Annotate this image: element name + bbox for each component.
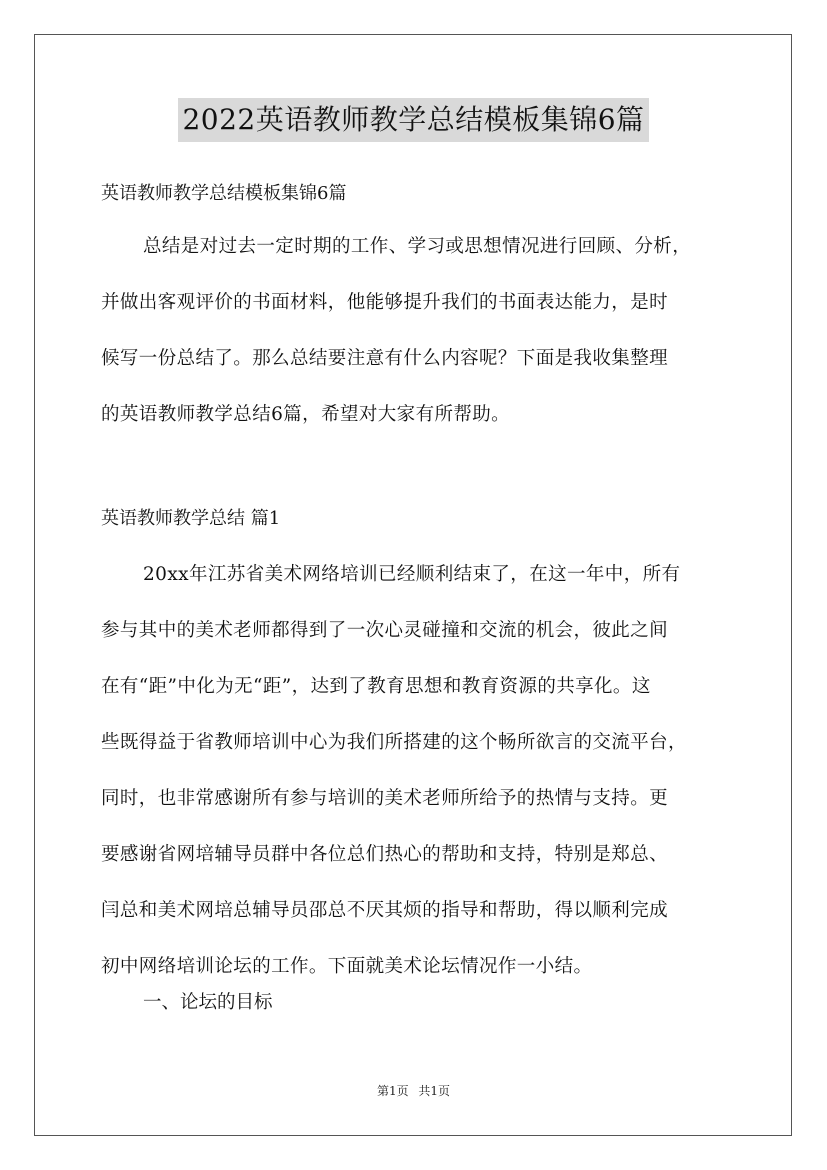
page-number-label: 第1页 (376, 1084, 409, 1098)
page-total-label: 共1页 (418, 1084, 451, 1098)
section-1-subheading: 一、论坛的目标 (143, 992, 273, 1013)
intro-line-4: 的英语教师教学总结6篇，希望对大家有所帮助。 (101, 404, 511, 425)
section-1-line-6: 要感谢省网培辅导员群中各位总们热心的帮助和支持，特别是郑总、 (101, 844, 669, 865)
section-heading-1: 英语教师教学总结 篇1 (101, 508, 281, 529)
section-1-paragraph (101, 547, 741, 995)
page-footer (0, 1082, 827, 1100)
section-1-line-4: 些既得益于省教师培训中心为我们所搭建的这个畅所欲言的交流平台， (101, 732, 687, 753)
section-1-line-7: 闫总和美术网培总辅导员邵总不厌其烦的指导和帮助，得以顺利完成 (101, 900, 669, 921)
section-1-line-1: 20xx年江苏省美术网络培训已经顺利结束了，在这一年中，所有 (143, 564, 681, 585)
section-1-line-3: 在有“距”中化为无“距”，达到了教育思想和教育资源的共享化。这 (101, 676, 651, 697)
section-1-line-8: 初中网络培训论坛的工作。下面就美术论坛情况作一小结。 (101, 956, 593, 977)
intro-line-1: 总结是对过去一定时期的工作、学习或思想情况进行回顾、分析， (143, 236, 692, 257)
intro-line-2: 并做出客观评价的书面材料，他能够提升我们的书面表达能力，是时 (101, 292, 669, 313)
document-title: 2022英语教师教学总结模板集锦6篇 (178, 98, 648, 142)
intro-line-3: 候写一份总结了。那么总结要注意有什么内容呢？下面是我收集整理 (101, 348, 669, 369)
section-1-line-2: 参与其中的美术老师都得到了一次心灵碰撞和交流的机会，彼此之间 (101, 620, 669, 641)
title-container (0, 98, 827, 142)
document-subtitle: 英语教师教学总结模板集锦6篇 (101, 183, 347, 204)
intro-paragraph (101, 219, 741, 443)
section-1-line-5: 同时，也非常感谢所有参与培训的美术老师所给予的热情与支持。更 (101, 788, 669, 809)
